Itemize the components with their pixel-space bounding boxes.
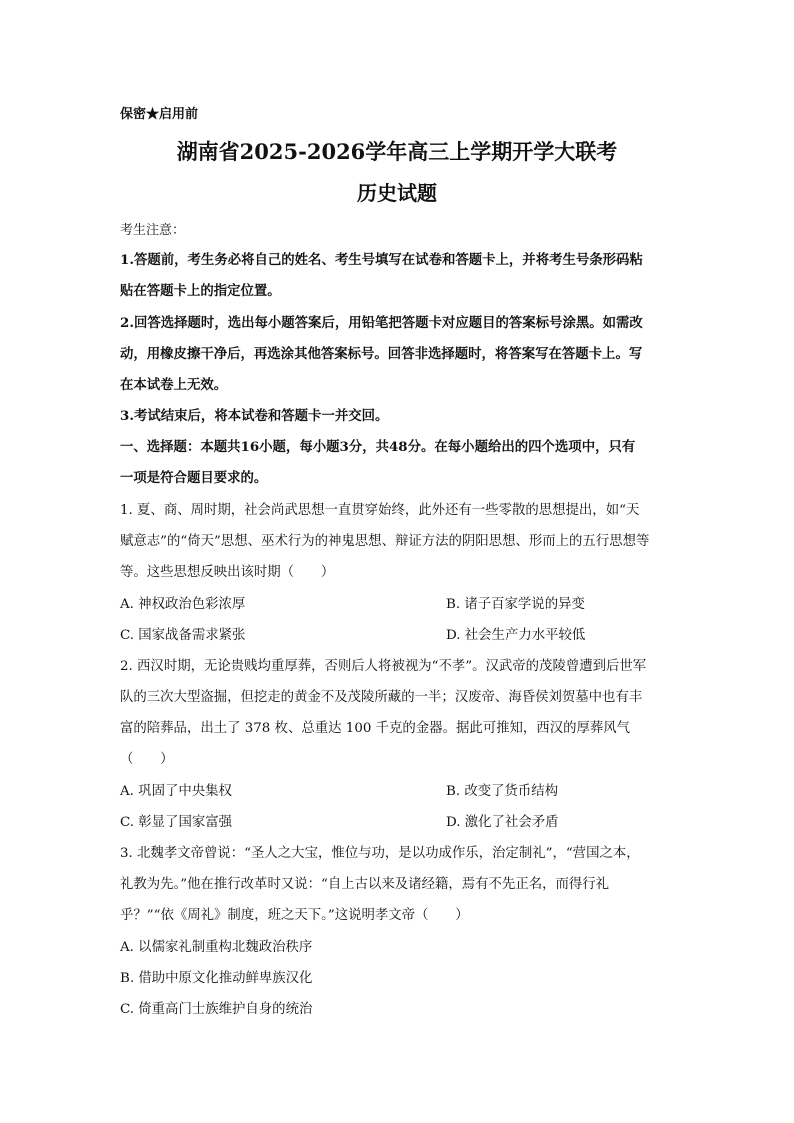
question-2-option-a: A. 巩固了中央集权 (120, 784, 232, 799)
notice-heading: 考生注意： (120, 223, 186, 238)
exam-title: 湖南省2025-2026学年高三上学期开学大联考 (176, 139, 618, 164)
question-1-line: 1. 夏、商、周时期，社会尚武思想一直贯穿始终，此外还有一些零散的思想提出，如“天 (120, 503, 640, 518)
notice-line: 1.答题前，考生务必将自己的姓名、考生号填写在试卷和答题卡上，并将考生号条形码粘 (120, 252, 643, 268)
question-2-line: 队的三次大型盗掘，但挖走的黄金不及茂陵所藏的一半；汉废帝、海昏侯刘贺墓中也有丰 (120, 690, 643, 705)
question-3-line: 3. 北魏孝文帝曾说：“圣人之大宝，惟位与功，是以功成作乐，治定制礼”，“营国之本， (120, 846, 640, 861)
question-2-option-c: C. 彰显了国家富强 (120, 815, 233, 830)
notice-line: 2.回答选择题时，选出每小题答案后，用铅笔把答题卡对应题目的答案标号涂黑。如需改 (120, 315, 643, 331)
question-3-line: 礼教为先。”他在推行改革时又说：“自上古以来及诸经籍，焉有不先正名，而得行礼 (120, 877, 610, 892)
section-heading: 一、选择题：本题共16小题，每小题3分，共48分。在每小题给出的四个选项中，只有 (120, 439, 636, 455)
notice-line: 在本试卷上无效。 (120, 377, 228, 393)
question-3-option-a: A. 以儒家礼制重构北魏政治秩序 (120, 940, 313, 955)
question-3-option-c: C. 倚重高门士族维护自身的统治 (120, 1002, 313, 1017)
question-1-option-b: B. 诸子百家学说的异变 (446, 597, 585, 612)
question-3-line: 乎？”“依《周礼》制度，班之天下。”这说明孝文帝（ ） (120, 908, 469, 923)
confidential-mark: 保密★启用前 (120, 107, 199, 122)
question-2-line: 富的陪葬品，出土了 378 枚、总重达 100 千克的金器。据此可推知，西汉的厚葬风气 (120, 721, 631, 736)
notice-line: 贴在答题卡上的指定位置。 (120, 283, 281, 299)
question-1-option-a: A. 神权政治色彩浓厚 (120, 597, 246, 612)
notice-line: 3.考试结束后，将本试卷和答题卡一并交回。 (120, 408, 389, 424)
question-2-option-d: D. 激化了社会矛盾 (446, 815, 559, 830)
section-heading: 一项是符合题目要求的。 (120, 470, 268, 486)
question-2-line: （ ） (120, 752, 174, 767)
question-3-option-b: B. 借助中原文化推动鲜卑族汉化 (120, 971, 313, 986)
question-1-line: 赋意志”的“倚天”思想、巫术行为的神鬼思想、辩证方法的阴阳思想、形而上的五行思想等 (120, 534, 650, 549)
question-2-line: 2. 西汉时期，无论贵贱均重厚葬，否则后人将被视为“不孝”。汉武帝的茂陵曾遭到后世军 (120, 659, 647, 674)
question-1-option-d: D. 社会生产力水平较低 (446, 628, 586, 643)
notice-line: 动，用橡皮擦干净后，再选涂其他答案标号。回答非选择题时，将答案写在答题卡上。写 (120, 346, 643, 362)
question-1-option-c: C. 国家战备需求紧张 (120, 628, 246, 643)
question-2-option-b: B. 改变了货币结构 (446, 784, 559, 799)
subject-title: 历史试题 (357, 181, 437, 205)
question-1-line: 等。这些思想反映出该时期（ ） (120, 565, 335, 580)
